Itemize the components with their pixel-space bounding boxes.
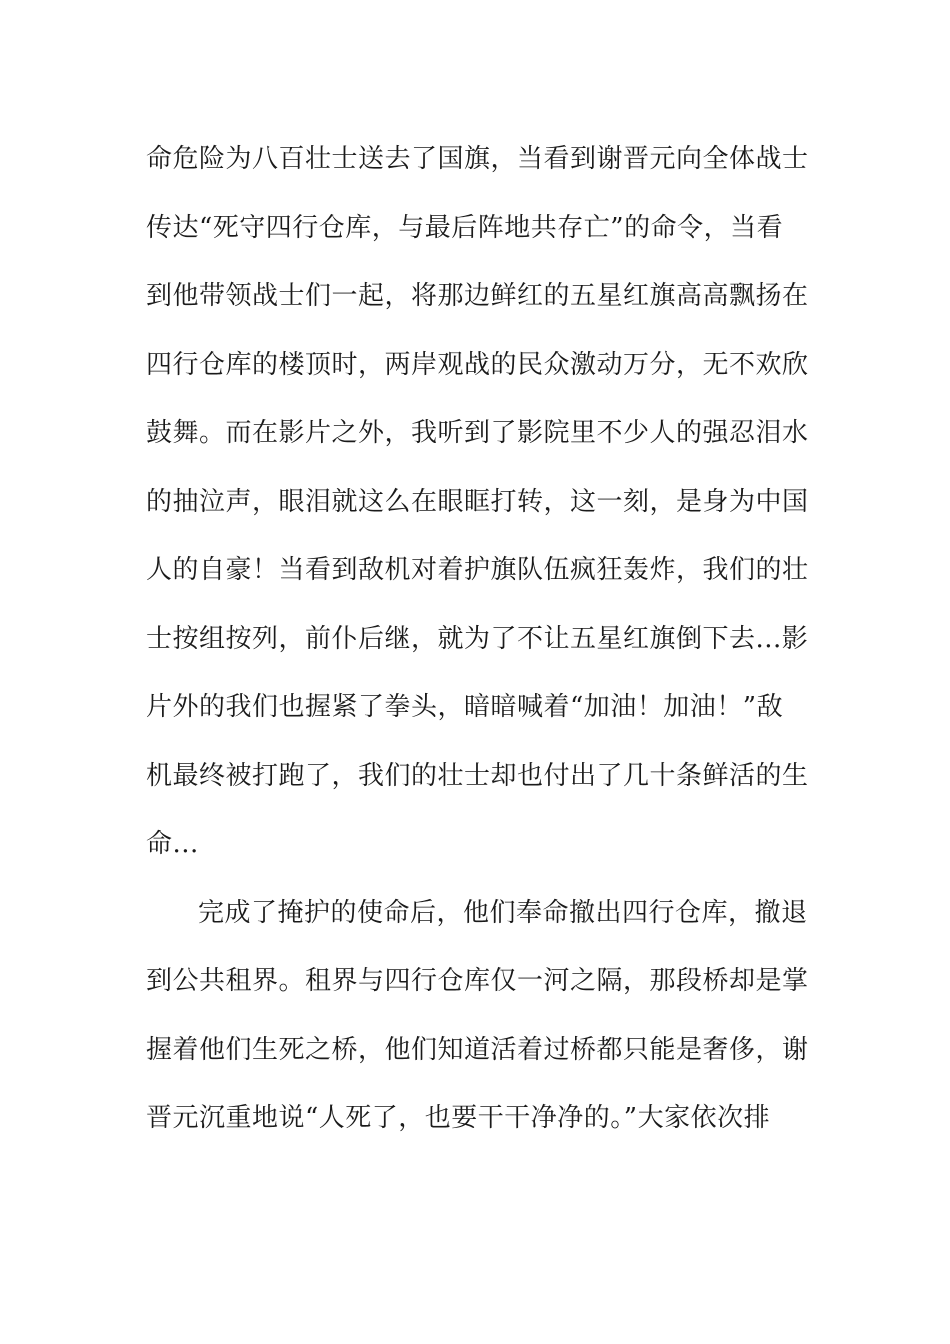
paragraph-first-line: 完成了掩护的使命后，他们奉命撤出四行仓库，撤退: [198, 897, 808, 928]
text-line: 传达“死守四行仓库，与最后阵地共存亡”的命令，当看: [146, 212, 784, 243]
text-line: 的抽泣声，眼泪就这么在眼眶打转，这一刻，是身为中国: [146, 486, 809, 517]
text-line: 片外的我们也握紧了拳头，暗暗喊着“加油！加油！”敌: [146, 692, 784, 722]
text-line: 到他带领战士们一起，将那边鲜红的五星红旗高高飘扬在: [146, 281, 809, 311]
text-line: 四行仓库的楼顶时，两岸观战的民众激动万分，无不欢欣: [146, 349, 809, 380]
text-line: 到公共租界。租界与四行仓库仅一河之隔，那段桥却是掌: [146, 966, 809, 996]
text-line: 士按组按列，前仆后继，就为了不让五星红旗倒下去...影: [146, 623, 809, 654]
text-line: 机最终被打跑了，我们的壮士却也付出了几十条鲜活的生: [146, 760, 809, 791]
text-line: 握着他们生死之桥，他们知道活着过桥都只能是奢侈，谢: [146, 1034, 809, 1065]
text-line: 晋元沉重地说“人死了，也要干干净净的。”大家依次排: [146, 1103, 771, 1133]
text-line: 人的自豪！当看到敌机对着护旗队伍疯狂轰炸，我们的壮: [146, 555, 809, 585]
document-body: [146, 130, 809, 1158]
text-line: 鼓舞。而在影片之外，我听到了影院里不少人的强忍泪水: [146, 418, 809, 448]
text-line: 命...: [146, 829, 199, 859]
text-line: 命危险为八百壮士送去了国旗，当看到谢晋元向全体战士: [146, 144, 809, 174]
